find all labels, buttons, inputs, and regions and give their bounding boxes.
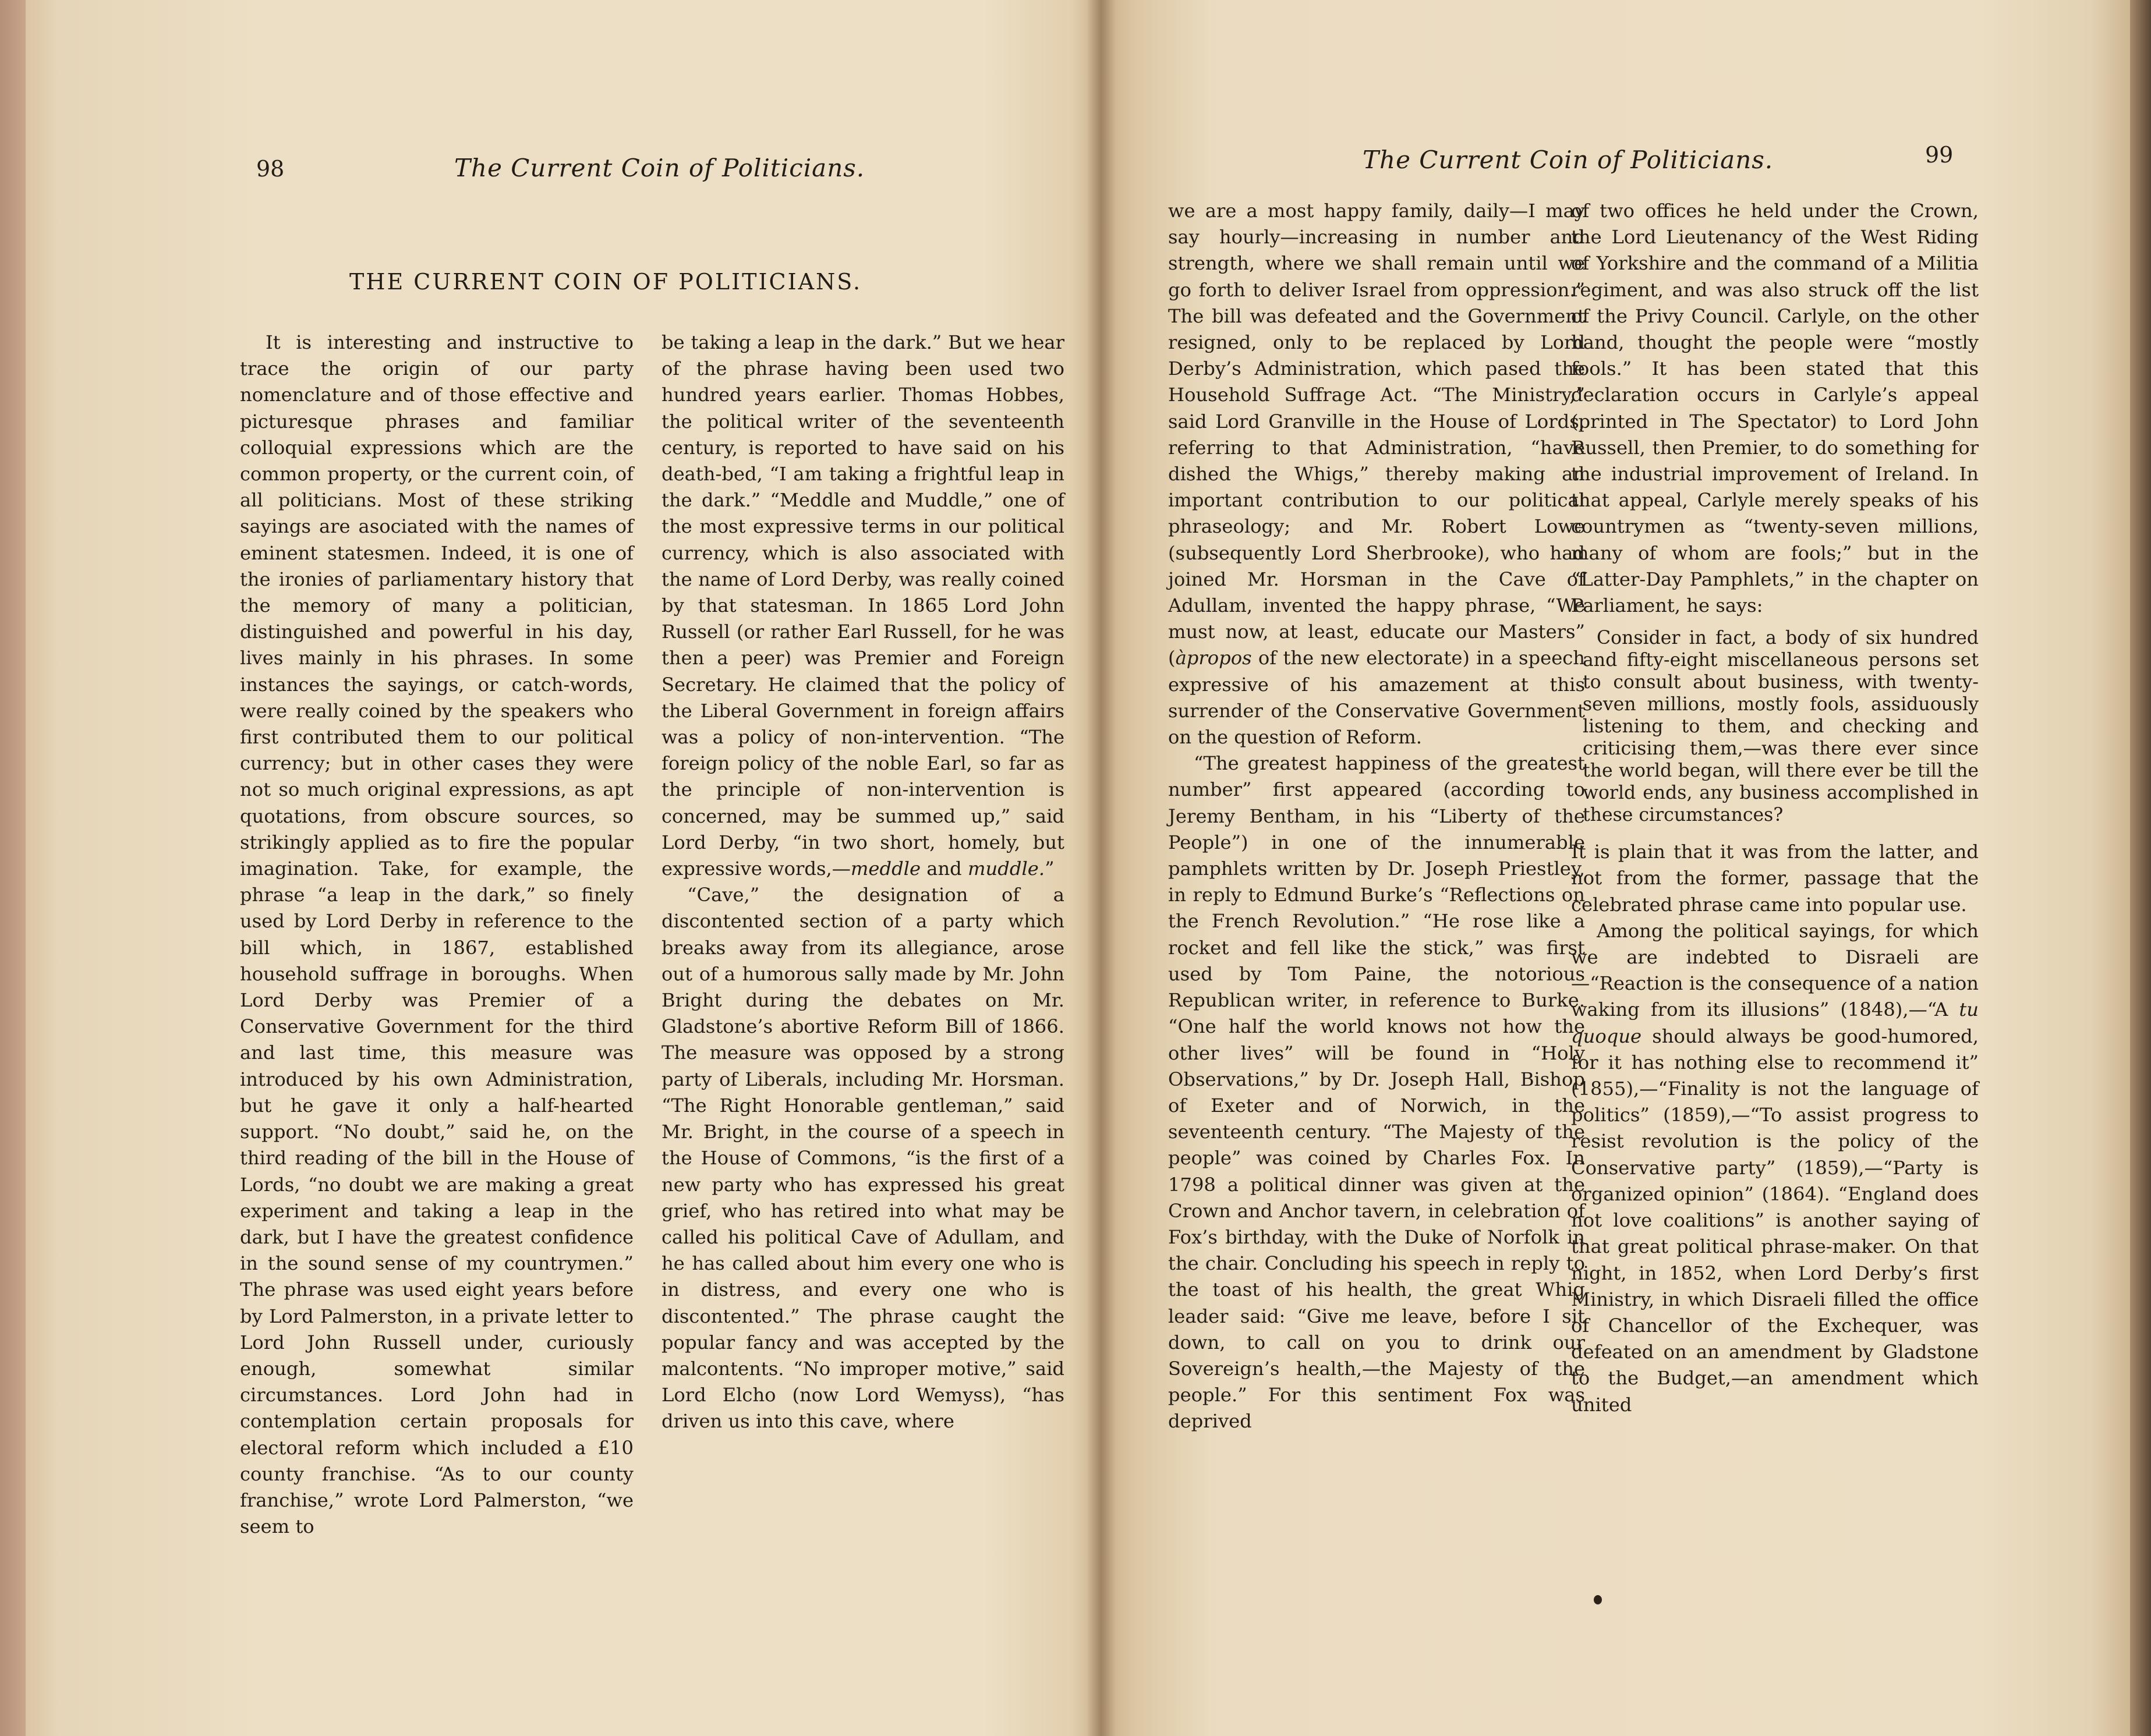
article-title: THE CURRENT COIN OF POLITICIANS.: [349, 269, 862, 295]
paragraph: “The greatest happiness of the greatest number” first appeared (according to Jeremy Bentham, in his “Liberty of the People”) in one of the innumerable pamphlets written by Dr. Joseph Priestley, in reply to Edmund Burke’s “Reflections on the French Revolution.” “He rose like a rocket and fell like the stick,” was first used by Tom Paine, the notorious Republican writer, in reference to Burke. “One half the world knows not how the other lives” will be found in “Holy Observations,” by Dr. Joseph Hall, Bishop of Exeter and of Norwich, in the seventeenth century. “The Majesty of the people” was coined by Charles Fox. In 1798 a political dinner was given at the Crown and Anchor tavern, in celebration of Fox’s birthday, with the Duke of Norfolk in the chair. Concluding his speech in reply to the toast of his health, the great Whig leader said: “Give me leave, before I sit down, to call on you to drink our Sovereign’s health,—the Majesty of the people.” For this sentiment Fox was deprived: [1168, 752, 1585, 1433]
quote-text: Consider in fact, a body of six hundred and fifty-eight miscellaneous persons set to consult about business, with twenty-seven millions, mostly fools, assiduously listening to them, and checking and criticising them,—was there ever since the world began, will there ever be till the world ends, any business accomplished in these circumstances?: [1583, 628, 1979, 826]
left-book-edge: [0, 0, 26, 1736]
italic-tu-quoque: tu quoque: [1571, 998, 1979, 1047]
page-number: 98: [256, 156, 285, 182]
right-book-edge: [2130, 0, 2151, 1736]
italic-meddle: meddle: [850, 858, 921, 880]
running-head: The Current Coin of Politicians.: [1363, 146, 1774, 174]
book-gutter: [1087, 0, 1116, 1736]
paragraph: “Cave,” the designation of a discontented section of a party which breaks away from its allegiance, arose out of a humorous sally made by Mr. John Bright during the debates on Mr. Gladstone’s abortive Reform Bill of 1866. The measure was opposed by a strong party of Liberals, including Mr. Horsman. “The Right Honorable gentleman,” said Mr. Bright, in the course of a speech in the House of Commons, “is the first of a new party who has expressed his great grief, who has retired into what may be called his political Cave of Adullam, and he has called about him every one who is in distress, and every one who is discontented.” The phrase caught the popular fancy and was accepted by the malcontents. “No improper motive,” said Lord Elcho (now Lord Wemyss), “has driven us into this cave, where: [661, 884, 1064, 1433]
paragraph: It is interesting and instructive to trace the origin of our party nomenclature and of those effective and picturesque phrases and familiar colloquial expressions which are the common property, or the current coin, of all politicians. Most of these striking sayings are asociated with the names of eminent statesmen. Indeed, it is one of the ironies of parliamentary history that the memory of many a politician, distinguished and powerful in his day, lives mainly in his phrases. In some instances the sayings, or catch-words, were really coined by the speakers who first contributed them to our political currency; but in other cases they were not so much original expressions, as apt quotations, from obscure sources, so strikingly applied as to fire the popular imagination. Take, for example, the phrase “a leap in the dark,” so finely used by Lord Derby in reference to the bill which, in 1867, established household suffrage in boroughs. When Lord Derby was Premier of a Conservative Government for the third and last time, this measure was introduced by his own Administration, but he gave it only a half-hearted support. “No doubt,” said he, on the third reading of the bill in the House of Lords, “no doubt we are making a great experiment and taking a leap in the dark, but I have the greatest confidence in the sound sense of my countrymen.” The phrase was used eight years before by Lord Palmerston, in a private letter to Lord John Russell under, curiously enough, somewhat similar circumstances. Lord John had in contemplation certain proposals for electoral reform which included a £10 county franchise. “As to our county franchise,” wrote Lord Palmerston, “we seem to: [240, 331, 634, 1538]
right-column-1: [1168, 198, 1585, 1435]
left-page: [23, 0, 1101, 1736]
paragraph: Among the political sayings, for which we are indebted to Disraeli are—“Reaction is the consequence of a nation waking from its illusions” (1848),—“A tu quoque should always be good-humored, for it has nothing else to recommend it” (1855),—“Finality is not the language of politics” (1859),—“To assist progress to resist revolution is the policy of the Conservative party” (1859),—“Party is organized opinion” (1864). “England does not love coalitions” is another saying of that great political phrase-maker. On that night, in 1852, when Lord Derby’s first Ministry, in which Disraeli filled the office of Chancellor of the Exchequer, was defeated on an amendment by Gladstone to the Budget,—an amendment which united: [1571, 919, 1979, 1416]
block-quote: [1583, 627, 1979, 826]
right-page: [1101, 0, 2131, 1736]
left-column-2: [661, 330, 1064, 1435]
right-column-2: [1571, 198, 1979, 1418]
paragraph: of two offices he held under the Crown, the Lord Lieutenancy of the West Riding of Yorkshire and the command of a Militia regiment, and was also struck off the list of the Privy Council. Carlyle, on the other hand, thought the people were “mostly fools.” It has been stated that this declaration occurs in Carlyle’s appeal (printed in The Spectator) to Lord John Russell, then Premier, to do something for the industrial improvement of Ireland. In that appeal, Carlyle merely speaks of his countrymen as “twenty-seven millions, many of whom are fools;” but in the “Latter-Day Pamphlets,” in the chapter on Parliament, he says:: [1571, 200, 1979, 617]
running-head: The Current Coin of Politicians.: [454, 154, 865, 182]
ink-spot: [1594, 1595, 1602, 1604]
italic-muddle: muddle.: [968, 858, 1045, 880]
paragraph: be taking a leap in the dark.” But we hear of the phrase having been used two hundred years earlier. Thomas Hobbes, the political writer of the seventeenth century, is reported to have said on his death-bed, “I am taking a frightful leap in the dark.” “Meddle and Muddle,” one of the most expressive terms in our political currency, which is also associated with the name of Lord Derby, was really coined by that statesman. In 1865 Lord John Russell (or rather Earl Russell, for he was then a peer) was Premier and Foreign Secretary. He claimed that the policy of the Liberal Government in foreign affairs was a policy of non-intervention. “The foreign policy of the noble Earl, so far as the principle of non-intervention is concerned, may be summed up,” said Lord Derby, “in two short, homely, but expressive words,—meddle and muddle.”: [661, 331, 1064, 880]
paragraph: we are a most happy family, daily—I may say hourly—increasing in number and strength, where we shall remain until we go forth to deliver Israel from oppression.” The bill was defeated and the Government resigned, only to be replaced by Lord Derby’s Administration, which pased the Household Suffrage Act. “The Ministry,” said Lord Granville in the House of Lords, referring to that Administration, “have dished the Whigs,” thereby making an important contribution to our political phraseology; and Mr. Robert Lowe (subsequently Lord Sherbrooke), who had joined Mr. Horsman in the Cave of Adullam, invented the happy phrase, “We must now, at least, educate our Masters” (àpropos of the new electorate) in a speech expressive of his amazement at this surrender of the Conservative Government on the question of Reform.: [1168, 200, 1585, 749]
italic-apropos: àpropos: [1175, 647, 1252, 669]
paragraph: It is plain that it was from the latter, and not from the former, passage that the celebrated phrase came into popular use.: [1571, 841, 1979, 916]
left-column-1: [240, 330, 634, 1540]
page-number: 99: [1925, 142, 1954, 168]
